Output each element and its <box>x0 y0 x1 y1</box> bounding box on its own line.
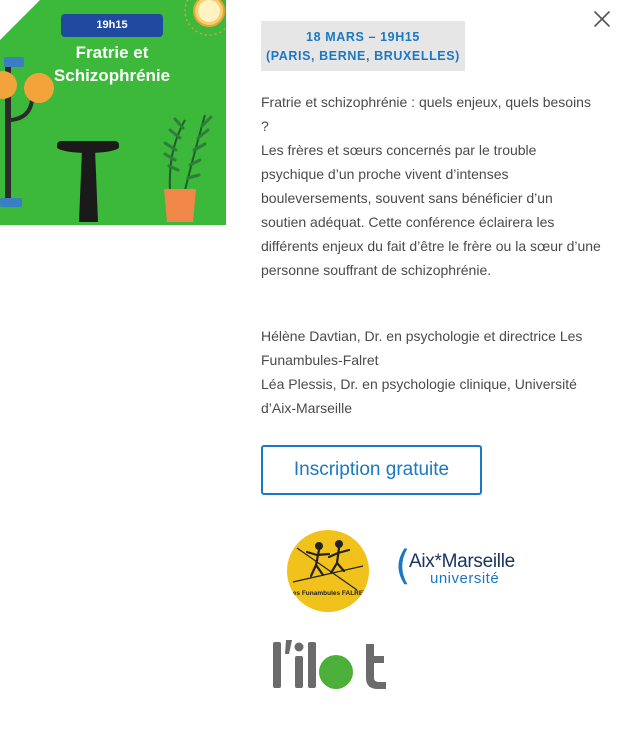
amu-bracket-icon: ( <box>395 543 411 589</box>
promo-title-line-1: Fratrie et <box>75 43 149 62</box>
description-body: Les frères et sœurs concernés par le trouble psychique d’un proche vivent d’intenses bouleversements, souvent sans bénéficier d’un soutien adéquat. Cette conférence éclairera les différents enjeux du fait d’être le frère ou la sœur d’une personne souffrant de schizophrénie. <box>261 142 601 278</box>
speaker-item: Hélène Davtian, Dr. en psychologie et directrice Les Funambules-Falret <box>261 328 583 368</box>
event-date: 18 MARS – 19H15 <box>306 30 420 44</box>
event-description <box>261 90 601 282</box>
amu-logo-line-2: université <box>430 570 500 587</box>
promo-title <box>28 41 196 87</box>
event-date-badge <box>261 21 465 71</box>
free-registration-button[interactable]: Inscription gratuite <box>261 445 482 495</box>
speaker-item: Léa Plessis, Dr. en psychologie clinique, Université d’Aix-Marseille <box>261 376 577 416</box>
amu-logo-line-1: Aix*Marseille <box>409 551 515 572</box>
event-timezones: (PARIS, BERNE, BRUXELLES) <box>266 49 460 63</box>
event-promo-image <box>0 0 226 225</box>
sun-mirror-decoration <box>185 0 226 35</box>
speaker-list <box>261 324 601 420</box>
funambules-logo-text: Les Funambules FALRET <box>288 590 368 597</box>
description-heading: Fratrie et schizophrénie : quels enjeux, quels besoins ? <box>261 94 591 134</box>
aix-marseille-universite-logo <box>395 545 535 597</box>
tightrope-walkers-icon <box>287 530 369 612</box>
plant-decoration <box>164 115 211 222</box>
side-table-decoration <box>57 141 119 222</box>
event-details <box>261 21 601 480</box>
funambules-logo <box>287 530 369 612</box>
promo-time-pill: 19h15 <box>61 14 163 37</box>
promo-corner-fold <box>0 0 40 40</box>
ilot-logo <box>270 634 395 694</box>
promo-title-line-2: Schizophrénie <box>53 66 171 85</box>
